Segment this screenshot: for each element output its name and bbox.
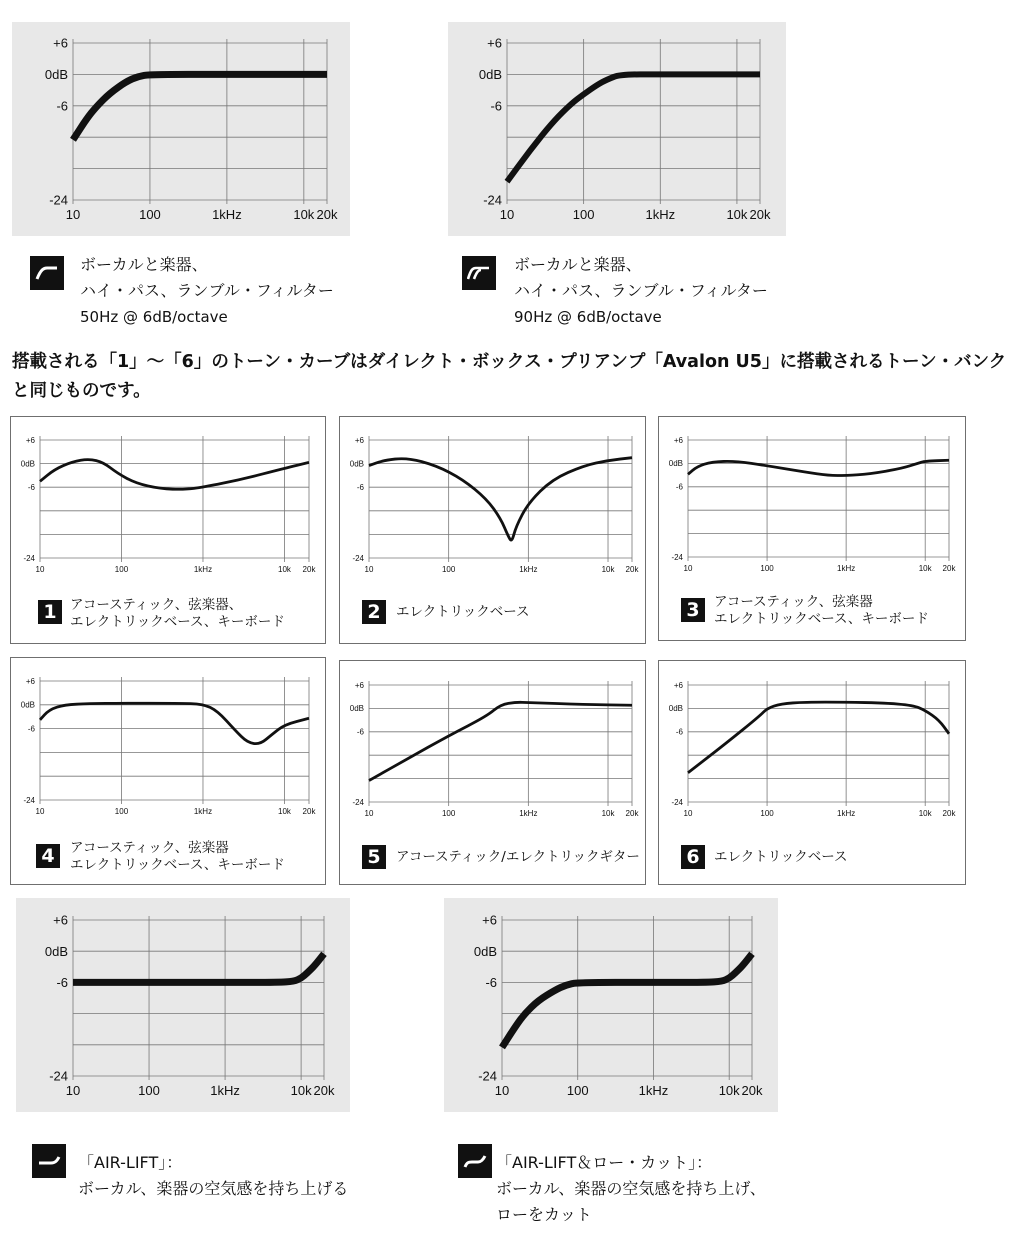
x-tick-label: 20k (302, 565, 316, 574)
y-tick-label: -6 (490, 98, 502, 114)
x-tick-label: 20k (942, 564, 956, 573)
y-tick-label: -6 (27, 724, 35, 734)
chart-hp50 (45, 36, 338, 222)
x-tick-label: 10k (601, 809, 615, 818)
y-tick-label: -6 (56, 98, 68, 114)
response-curve (40, 703, 309, 743)
y-tick-label: +6 (354, 435, 364, 445)
y-tick-label: -6 (27, 483, 35, 492)
x-tick-label: 100 (566, 1083, 589, 1098)
tone-number-5: 5 (362, 845, 386, 869)
x-tick-label: 10k (278, 807, 291, 816)
response-curve (688, 702, 949, 773)
x-tick-label: 1kHz (212, 207, 242, 222)
y-tick-label: -6 (356, 727, 364, 737)
x-tick-label: 10k (278, 565, 291, 574)
y-tick-label: 0dB (44, 943, 68, 959)
x-tick-label: 20k (316, 207, 338, 222)
y-tick-label: 0dB (478, 66, 502, 82)
y-tick-label: -24 (483, 192, 502, 208)
chart-tone5 (350, 681, 640, 818)
caption-line: ボーカルと楽器、 (80, 255, 208, 274)
response-curve (73, 954, 324, 983)
x-tick-label: 1kHz (193, 565, 213, 574)
x-tick-label: 100 (138, 1083, 160, 1098)
x-tick-label: 10 (499, 207, 515, 222)
x-tick-label: 100 (441, 809, 456, 818)
y-tick-label: -6 (675, 727, 683, 737)
x-tick-label: 20k (625, 809, 639, 818)
y-tick-label: +6 (482, 912, 497, 928)
x-tick-label: 10 (494, 1083, 510, 1098)
x-tick-label: 1kHz (645, 207, 676, 222)
x-tick-label: 10k (601, 565, 615, 574)
caption-line: ボーカル、楽器の空気感を持ち上げる (78, 1179, 349, 1198)
x-tick-label: 100 (760, 564, 774, 573)
x-tick-label: 1kHz (837, 564, 856, 573)
x-tick-label: 1kHz (519, 565, 538, 574)
y-tick-label: +6 (673, 435, 683, 445)
y-tick-label: -24 (23, 553, 35, 563)
caption-line: 「AIR-LIFT＆ロー・カット」： (496, 1153, 713, 1172)
x-tick-label: 100 (572, 207, 595, 222)
y-tick-label: -24 (49, 1068, 68, 1084)
y-tick-label: +6 (25, 435, 35, 445)
x-tick-label: 10k (718, 1083, 740, 1098)
response-curve (688, 460, 949, 475)
tone-number-3: 3 (681, 598, 705, 622)
y-tick-label: -6 (56, 974, 68, 990)
y-tick-label: 0dB (668, 704, 683, 714)
x-tick-label: 20k (313, 1083, 335, 1098)
caption-spec: 50Hz @ 6dB/octave (80, 308, 228, 326)
y-tick-label: 0dB (20, 700, 35, 710)
x-tick-label: 10 (35, 807, 45, 816)
x-tick-label: 100 (114, 565, 129, 574)
x-tick-label: 20k (749, 207, 771, 222)
caption-line: エレクトリックベース、キーボード (70, 857, 285, 873)
x-tick-label: 20k (302, 807, 316, 816)
y-tick-label: 0dB (349, 704, 364, 714)
x-tick-label: 10k (918, 809, 932, 818)
x-tick-label: 10 (364, 809, 374, 818)
y-tick-label: -24 (671, 797, 683, 807)
x-tick-label: 10 (65, 207, 81, 222)
caption-line: ローをカット (496, 1205, 592, 1224)
y-tick-label: -24 (352, 553, 364, 563)
x-tick-label: 10 (683, 809, 693, 818)
response-curve (502, 954, 752, 1048)
response-curve (369, 458, 632, 540)
caption-line: 「AIR-LIFT」： (78, 1153, 183, 1172)
tone-number-4: 4 (36, 844, 60, 868)
chart-airlift (45, 913, 335, 1098)
y-tick-label: -6 (675, 482, 683, 492)
caption-line: ハイ・パス、ランブル・フィルター (514, 281, 768, 300)
y-tick-label: +6 (487, 35, 502, 51)
x-tick-label: 1kHz (837, 809, 856, 818)
caption-line: アコースティック、弦楽器 (714, 594, 873, 610)
x-tick-label: 10 (65, 1083, 81, 1098)
y-tick-label: -24 (671, 552, 683, 562)
y-tick-label: 0dB (473, 943, 497, 959)
response-curve (507, 74, 760, 181)
y-tick-label: -6 (485, 974, 497, 990)
x-tick-label: 10 (683, 564, 693, 573)
chart-hp90 (479, 36, 771, 222)
caption-line: アコースティック、弦楽器 (70, 840, 229, 856)
chart-tone6 (669, 681, 957, 818)
chart-tone4 (21, 677, 317, 816)
y-tick-label: 0dB (349, 459, 364, 469)
x-tick-label: 10k (293, 207, 315, 222)
caption-line: アコースティック/エレクトリックギター (396, 849, 640, 865)
x-tick-label: 10k (290, 1083, 312, 1098)
y-tick-label: +6 (673, 680, 683, 690)
x-tick-label: 10k (726, 207, 748, 222)
y-tick-label: +6 (53, 912, 68, 928)
caption-line: エレクトリックベース、キーボード (714, 611, 929, 627)
chart-tone3 (669, 436, 957, 573)
x-tick-label: 100 (760, 809, 774, 818)
x-tick-label: 100 (114, 807, 129, 816)
caption-line: ボーカル、楽器の空気感を持ち上げ、 (496, 1179, 766, 1198)
tone-number-1: 1 (38, 600, 62, 624)
caption-line: ハイ・パス、ランブル・フィルター (80, 281, 334, 300)
chart-airlift_lowcut (474, 913, 763, 1098)
y-tick-label: +6 (25, 676, 35, 686)
x-tick-label: 20k (942, 809, 956, 818)
x-tick-label: 1kHz (519, 809, 538, 818)
caption-spec: 90Hz @ 6dB/octave (514, 308, 662, 326)
response-curve (73, 74, 327, 139)
x-tick-label: 20k (625, 565, 639, 574)
y-tick-label: 0dB (20, 459, 35, 469)
caption-line: アコースティック、弦楽器、 (70, 597, 243, 613)
x-tick-label: 10 (364, 565, 374, 574)
y-tick-label: -24 (49, 192, 68, 208)
y-tick-label: 0dB (668, 459, 683, 469)
y-tick-label: -24 (23, 795, 35, 805)
y-tick-label: 0dB (44, 66, 68, 82)
y-tick-label: +6 (53, 35, 68, 51)
response-curve (369, 702, 632, 780)
caption-line: ボーカルと楽器、 (514, 255, 642, 274)
response-curve (40, 460, 309, 490)
x-tick-label: 1kHz (210, 1083, 240, 1098)
tone-number-2: 2 (362, 600, 386, 624)
x-tick-label: 100 (139, 207, 161, 222)
y-tick-label: -24 (478, 1068, 497, 1084)
chart-tone1 (21, 436, 317, 574)
x-tick-label: 100 (441, 565, 456, 574)
y-tick-label: -6 (356, 483, 364, 492)
caption-line: エレクトリックベース、キーボード (70, 614, 285, 630)
x-tick-label: 1kHz (638, 1083, 669, 1098)
x-tick-label: 10 (35, 565, 45, 574)
chart-tone2 (350, 436, 640, 574)
x-tick-label: 1kHz (193, 807, 213, 816)
x-tick-label: 20k (741, 1083, 763, 1098)
x-tick-label: 10k (918, 564, 932, 573)
caption-line: エレクトリックベース (396, 604, 530, 620)
intro-text: 搭載される「1」〜「6」のトーン・カーブはダイレクト・ボックス・プリアンプ「Avalon U5」に搭載されるトーン・バンクと同じものです。 (12, 352, 1007, 401)
y-tick-label: +6 (354, 680, 364, 690)
y-tick-label: -24 (352, 797, 364, 807)
tone-number-6: 6 (681, 845, 705, 869)
caption-line: エレクトリックベース (714, 849, 848, 865)
